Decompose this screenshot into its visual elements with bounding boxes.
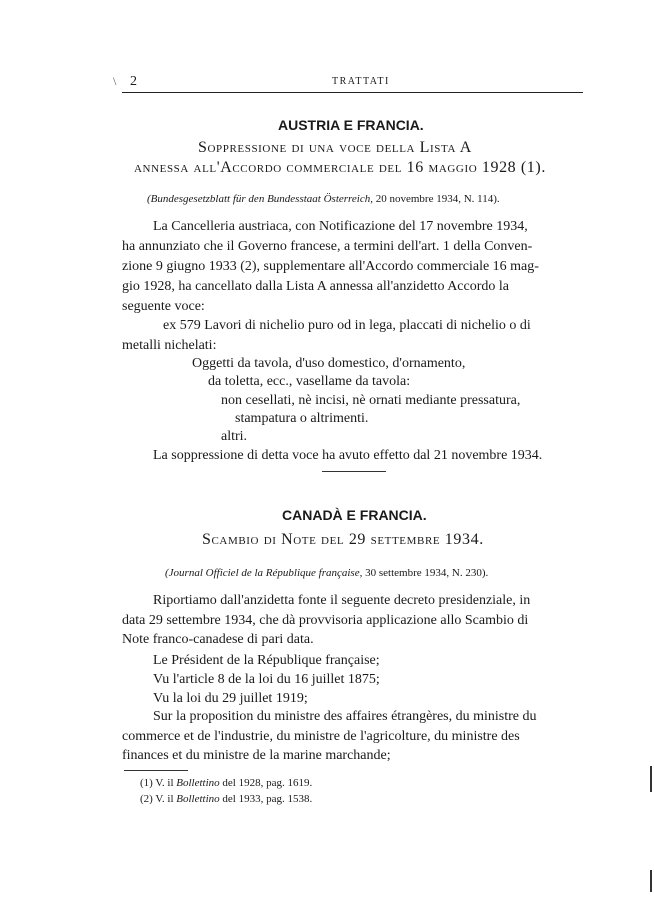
body-line: data 29 settembre 1934, che dà provvisoria applicazione allo Scambio di (122, 613, 529, 628)
citation-details: 20 novembre 1934, N. 114). (375, 193, 500, 205)
footnote-2: (2) V. il Bollettino del 1933, pag. 1538. (140, 793, 313, 805)
footnote-rule (124, 770, 188, 771)
header-rule (122, 92, 583, 93)
body-line: ha annunziato che il Governo francese, a termini dell'art. 1 della Conven- (122, 239, 533, 254)
scan-artifact (650, 766, 652, 792)
decree-line: finances et du ministre de la marine marchande; (122, 748, 391, 763)
tariff-item-cont: metalli nichelati: (122, 338, 217, 353)
decree-line: Sur la proposition du ministre des affaires étrangères, du ministre du (153, 709, 537, 724)
citation (147, 193, 500, 205)
decree-line: Vu l'article 8 de la loi du 16 juillet 1875; (153, 672, 380, 687)
scan-artifact (650, 870, 652, 892)
body-line: La Cancelleria austriaca, con Notificazione del 17 novembre 1934, (153, 219, 528, 234)
tariff-subitem: da toletta, ecc., vasellame da tavola: (208, 374, 411, 389)
footnote-1: (1) V. il Bollettino del 1928, pag. 1619. (140, 777, 313, 789)
body-line: seguente voce: (122, 299, 205, 314)
section-separator (322, 471, 386, 472)
section-subtitle-line2: annessa all'Accordo commerciale del 16 maggio 1928 (1). (134, 159, 546, 176)
section-subtitle-line1: Soppressione di una voce della Lista A (198, 139, 472, 156)
decree-line: Vu la loi du 29 juillet 1919; (153, 691, 308, 706)
margin-mark: \ (113, 74, 117, 88)
decree-line: commerce et de l'industrie, du ministre de l'agricolture, du ministre des (122, 729, 520, 744)
body-line: zione 9 giugno 1933 (2), supplementare all'Accordo commerciale 16 mag- (122, 259, 539, 274)
tariff-subitem: non cesellati, nè incisi, nè ornati mediante pressatura, (221, 393, 521, 408)
section-heading-austria-francia: AUSTRIA E FRANCIA. (278, 117, 424, 133)
section-subtitle: Scambio di Note del 29 settembre 1934. (202, 531, 484, 548)
tariff-subitem: altri. (221, 429, 248, 444)
body-line: gio 1928, ha cancellato dalla Lista A annessa all'anzidetto Accordo la (122, 279, 510, 294)
tariff-subitem: stampatura o altrimenti. (235, 411, 369, 426)
citation-details: 30 settembre 1934, N. 230). (365, 567, 489, 579)
citation (165, 567, 488, 579)
tariff-item: ex 579 Lavori di nichelio puro od in lega, placcati di nichelio o di (163, 318, 531, 333)
body-line: La soppressione di detta voce ha avuto effetto dal 21 novembre 1934. (153, 448, 543, 463)
body-line: Note franco-canadese di pari data. (122, 632, 314, 647)
running-head-title: TRATTATI (332, 76, 390, 87)
citation-source: (Journal Officiel de la République française, (165, 567, 363, 579)
page-number: 2 (130, 74, 137, 89)
body-line: Riportiamo dall'anzidetta fonte il seguente decreto presidenziale, in (153, 593, 531, 608)
decree-line: Le Président de la République française; (153, 653, 380, 668)
section-heading-canada-francia: CANADÀ E FRANCIA. (282, 507, 427, 523)
citation-source: (Bundesgesetzblatt für den Bundesstaat Österreich, (147, 193, 373, 205)
tariff-subitem: Oggetti da tavola, d'uso domestico, d'ornamento, (192, 356, 466, 371)
